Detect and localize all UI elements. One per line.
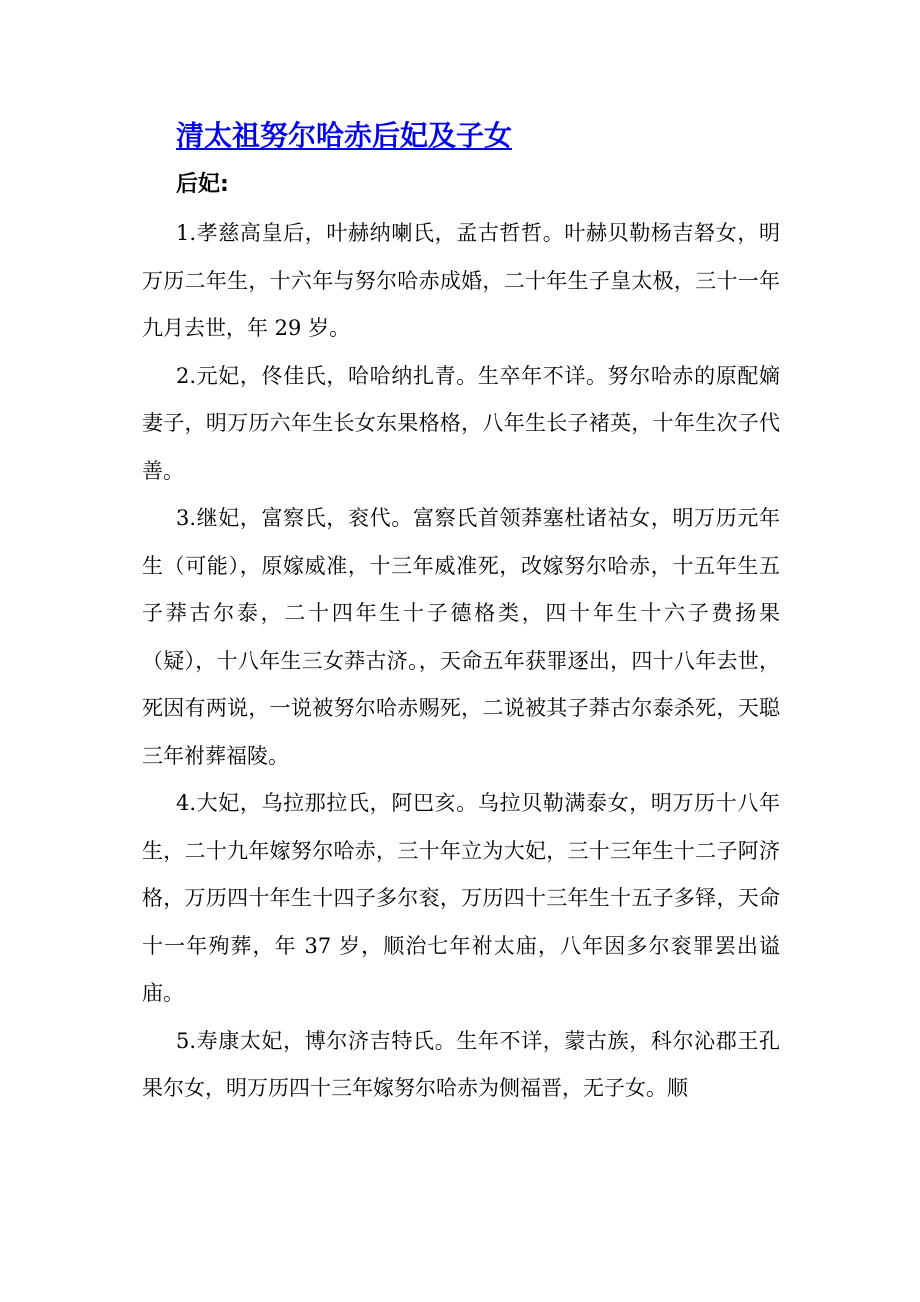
section-heading: 后妃: (176, 172, 229, 197)
paragraph-1: 1.孝慈高皇后，叶赫纳喇氏，孟古哲哲。叶赫贝勒杨吉砮女，明万历二年生，十六年与努尔哈赤成婚，二十年生子皇太极，三十一年九月去世，年 29 岁。 (142, 221, 780, 340)
paragraph-5: 5.寿康太妃，博尔济吉特氏。生年不详，蒙古族，科尔沁郡王孔果尔女，明万历四十三年嫁努尔哈赤为侧福晋，无子女。顺 (142, 1028, 780, 1100)
document-title[interactable]: 清太祖努尔哈赤后妃及子女 (176, 119, 513, 152)
document-body (142, 210, 780, 1113)
paragraph-2: 2.元妃，佟佳氏，哈哈纳扎青。生卒年不详。努尔哈赤的原配嫡妻子，明万历六年生长女东果格格，八年生长子褚英，十年生次子代善。 (142, 363, 780, 483)
paragraph-3: 3.继妃，富察氏，衮代。富察氏首领莽塞杜诸祜女，明万历元年生（可能），原嫁威准，十三年威准死，改嫁努尔哈赤，十五年生五子莽古尔泰，二十四年生十子德格类，四十年生十六子费扬果（疑），十八年生三女莽古济。，天命五年获罪逐出，四十八年去世，死因有两说，一说被努尔哈赤赐死，二说被其子莽古尔泰杀死，天聪三年祔葬福陵。 (142, 506, 780, 768)
paragraph-4: 4.大妃，乌拉那拉氏，阿巴亥。乌拉贝勒满泰女，明万历十八年生，二十九年嫁努尔哈赤，三十年立为大妃，三十三年生十二子阿济格，万历四十年生十四子多尔衮，万历四十三年生十五子多铎，天命十一年殉葬，年 37 岁，顺治七年祔太庙，八年因多尔衮罪罢出谥庙。 (142, 791, 780, 1005)
